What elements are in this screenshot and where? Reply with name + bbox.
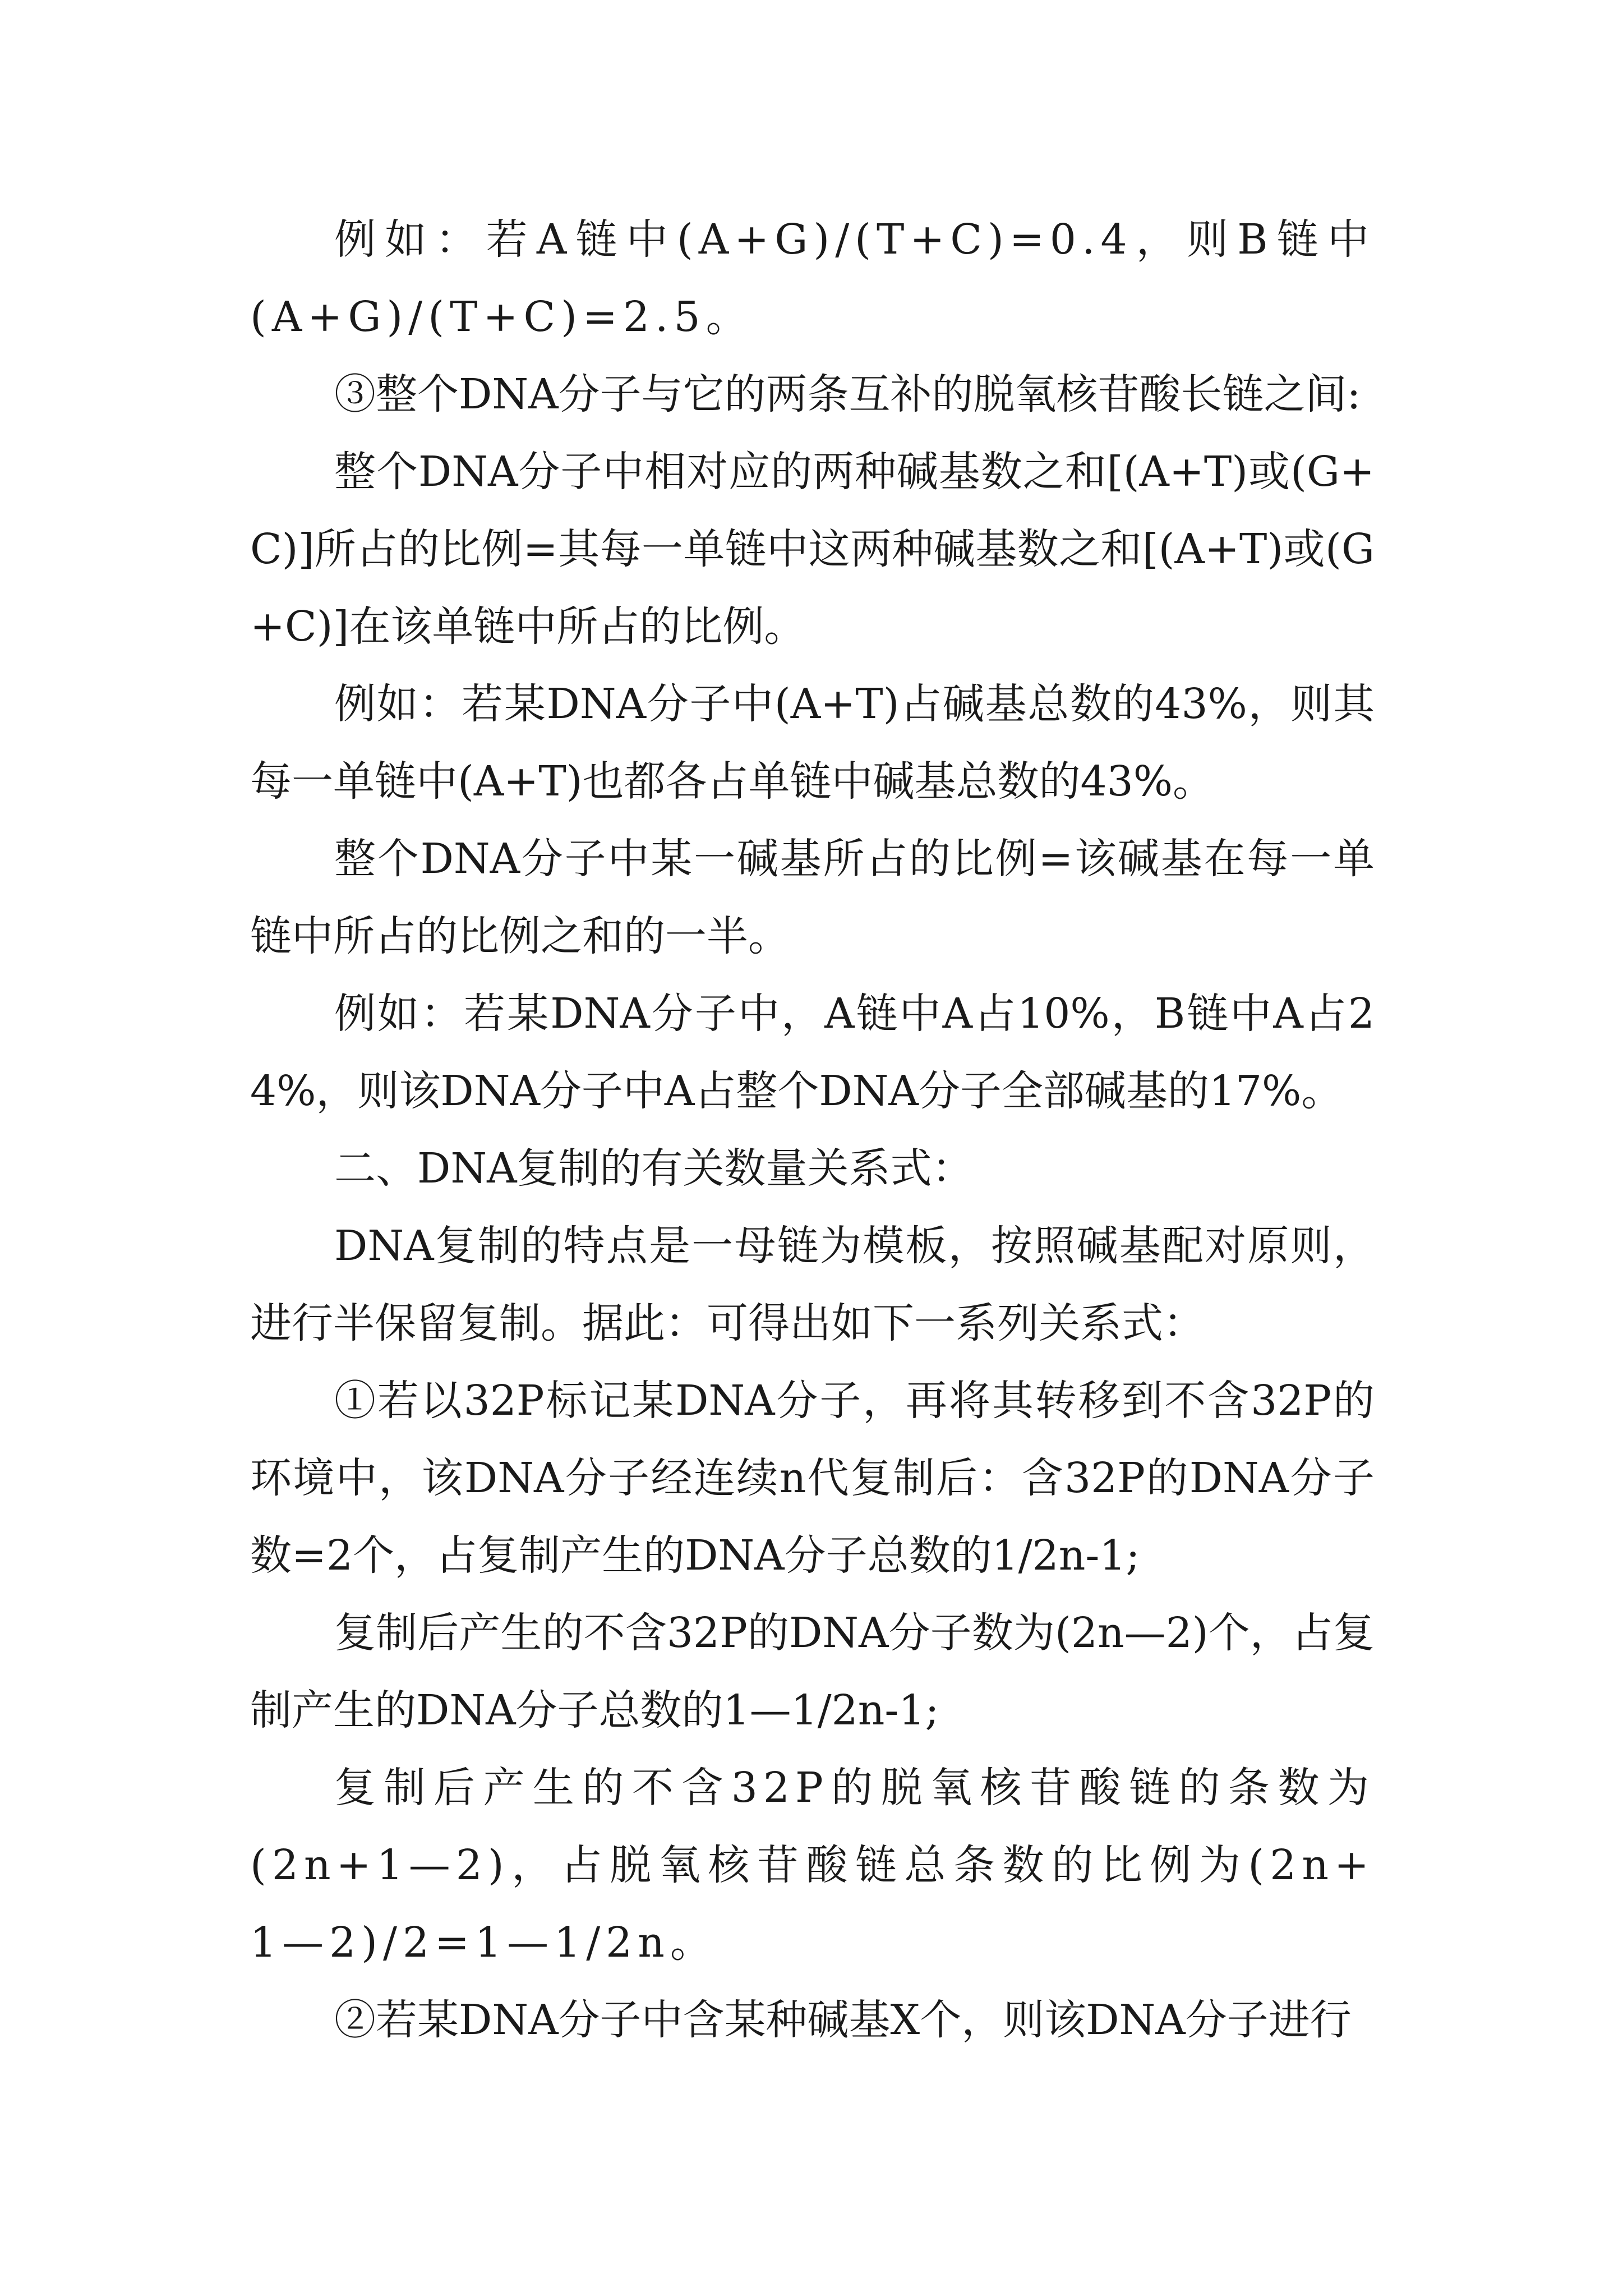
paragraph-example-a-percentage: 例如：若某DNA分子中，A链中A占10%，B链中A占24%，则该DNA分子中A占整个DNA分子全部碱基的17%。 <box>250 990 1375 1115</box>
paragraph-32p-labeled-molecules: ①若以32P标记某DNA分子，再将其转移到不含32P的环境中，该DNA分子经连续n代复制后：含32P的DNA分子数=2个，占复制产生的DNA分子总数的1/2n-1; <box>250 1377 1375 1580</box>
paragraph-whole-molecule-heading: ③整个DNA分子与它的两条互补的脱氧核苷酸长链之间: <box>334 370 1361 418</box>
section-heading-replication: 二、DNA复制的有关数量关系式： <box>334 1144 974 1193</box>
paragraph-base-pair-proportion-rule: 整个DNA分子中相对应的两种碱基数之和[(A+T)或(G+C)]所占的比例=其每一单链中这两种碱基数之和[(A+T)或(G+C)]在该单链中所占的比例。 <box>250 448 1375 651</box>
paragraph-unlabeled-molecules: 复制后产生的不含32P的DNA分子数为(2n—2)个，占复制产生的DNA分子总数的1—1/2n-1; <box>250 1609 1375 1734</box>
paragraph-base-count-replication: ②若某DNA分子中含某种碱基X个，则该DNA分子进行 <box>334 1996 1352 2044</box>
paragraph-single-base-proportion-rule: 整个DNA分子中某一碱基所占的比例=该碱基在每一单链中所占的比例之和的一半。 <box>250 835 1375 960</box>
paragraph-replication-feature: DNA复制的特点是一母链为模板，按照碱基配对原则，进行半保留复制。据此：可得出如下一系列关系式： <box>250 1222 1375 1347</box>
paragraph-example-strand-ratio: 例如：若A链中(A+G)/(T+C)=0.4，则B链中(A+G)/(T+C)=2.5。 <box>250 215 1375 341</box>
paragraph-unlabeled-strands: 复制后产生的不含32P的脱氧核苷酸链的条数为(2n+1—2)，占脱氧核苷酸链总条数的比例为(2n+1—2)/2=1—1/2n。 <box>250 1764 1375 1967</box>
paragraph-example-at-percentage: 例如：若某DNA分子中(A+T)占碱基总数的43%，则其每一单链中(A+T)也都各占单链中碱基总数的43%。 <box>250 680 1375 806</box>
document-body <box>250 201 1375 2059</box>
